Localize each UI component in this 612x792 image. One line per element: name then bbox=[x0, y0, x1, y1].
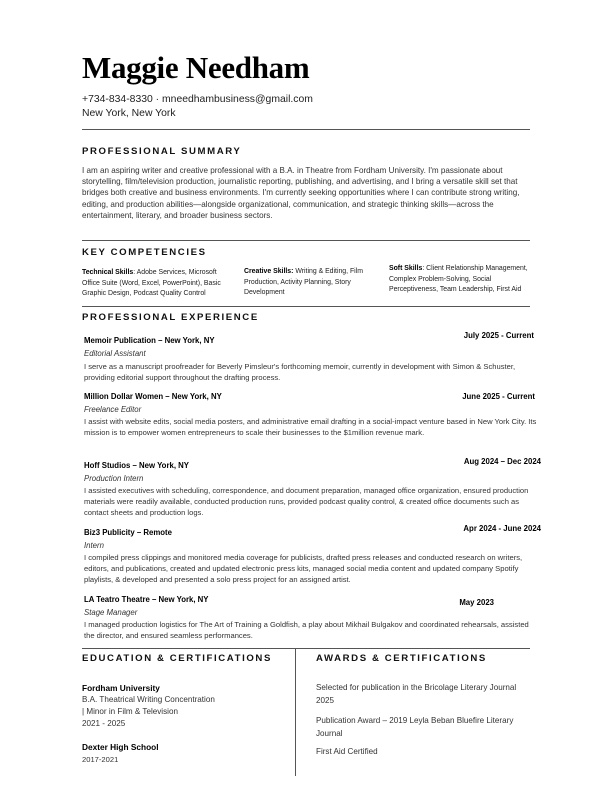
award-item: Publication Award – 2019 Leyla Beban Bluefire Literary Journal bbox=[316, 716, 514, 738]
competencies-heading: KEY COMPETENCIES bbox=[82, 247, 207, 258]
competency-creative bbox=[244, 267, 382, 299]
school-years: 2021 - 2025 bbox=[82, 719, 126, 728]
awards-heading: AWARDS & CERTIFICATIONS bbox=[316, 653, 487, 664]
job-role: Freelance Editor bbox=[84, 405, 142, 414]
job-org: Memoir Publication – New York, NY bbox=[84, 336, 215, 345]
resume-name: Maggie Needham bbox=[82, 50, 310, 85]
location: New York, New York bbox=[82, 108, 176, 119]
divider bbox=[82, 129, 530, 130]
job-org: LA Teatro Theatre – New York, NY bbox=[84, 595, 209, 604]
school-name: Fordham University bbox=[82, 683, 160, 693]
minor: | Minor in Film & Television bbox=[82, 707, 178, 716]
summary-heading: PROFESSIONAL SUMMARY bbox=[82, 146, 242, 157]
competency-label: Soft Skills bbox=[389, 265, 423, 272]
experience-heading: PROFESSIONAL EXPERIENCE bbox=[82, 312, 259, 323]
job-description: I assist with website edits, social media posters, and administrative email drafting in a social-impact venture based in New York City. Its mission is to empower women entrepreneurs to scale their businesses to the $1million revenue mark. bbox=[84, 417, 537, 438]
job-role: Production Intern bbox=[84, 474, 144, 483]
competency-soft bbox=[389, 264, 539, 296]
competency-text: : Adobe Services, Microsoft Office Suite (Word, Excel, PowerPoint), Basic Graphic Design, Podcast Quality Control bbox=[82, 269, 221, 298]
school-name: Dexter High School bbox=[82, 742, 159, 752]
job-description: I assisted executives with scheduling, correspondence, and document preparation, managed office organization, ensured production materials were readily available, conducted production runs, provided podcast quality control, & created office documents such as contact sheets and production logs. bbox=[84, 486, 529, 518]
competency-text: : Client Relationship Management, Complex Problem-Solving, Social Perceptiveness, Team Leadership, First Aid bbox=[389, 265, 528, 294]
education-heading: EDUCATION & CERTIFICATIONS bbox=[82, 653, 272, 664]
degree: B.A. Theatrical Writing Concentration bbox=[82, 695, 215, 704]
job-date: June 2025 - Current bbox=[462, 392, 535, 401]
job-description: I serve as a manuscript proofreader for Beverly Pimsleur's forthcoming memoir, currently in development with Simon & Schuster, providing editorial support throughout the drafting process. bbox=[84, 362, 516, 383]
award-item: Selected for publication in the Bricolage Literary Journal 2025 bbox=[316, 683, 517, 705]
column-divider bbox=[295, 648, 296, 776]
job-date: Apr 2024 - June 2024 bbox=[463, 524, 541, 533]
job-role: Editorial Assistant bbox=[84, 349, 146, 358]
job-role: Stage Manager bbox=[84, 608, 138, 617]
award-item: First Aid Certified bbox=[316, 747, 378, 756]
school-years: 2017-2021 bbox=[82, 755, 119, 764]
contact-line: +734-834-8330 · mneedhambusiness@gmail.com bbox=[82, 94, 313, 105]
summary-text: I am an aspiring writer and creative professional with a B.A. in Theatre from Fordham University. I'm passionate about storytelling, film/television production, journalistic reporting, publishing, and advertising, and I bring a versatile skill set that bridges both creative and business environments. I'm currently seeking opportunities where I can contribute strong writing, editing, and production abilities—alongside organizational, communication, and strategic thinking skills—across the entertainment, literary, and broader business sectors. bbox=[82, 166, 520, 220]
competency-text: Writing & Editing, Film Production, Activity Planning, Story Development bbox=[244, 268, 363, 297]
job-role: Intern bbox=[84, 541, 104, 550]
divider bbox=[82, 240, 530, 241]
job-date: May 2023 bbox=[459, 598, 494, 607]
divider bbox=[82, 648, 530, 649]
job-description: I managed production logistics for The Art of Training a Goldfish, a play about Mikhail Bulgakov and coordinated rehearsals, assisted the director, and ensured seamless performances. bbox=[84, 620, 529, 641]
competency-technical bbox=[82, 268, 234, 300]
job-org: Million Dollar Women – New York, NY bbox=[84, 392, 222, 401]
job-org: Biz3 Publicity – Remote bbox=[84, 528, 172, 537]
job-org: Hoff Studios – New York, NY bbox=[84, 461, 189, 470]
divider bbox=[82, 306, 530, 307]
competency-label: Technical Skills bbox=[82, 269, 134, 276]
competency-label: Creative Skills: bbox=[244, 268, 294, 275]
job-date: July 2025 - Current bbox=[463, 331, 534, 340]
job-description: I compiled press clippings and monitored media coverage for publicists, drafted press releases and conducted research on writers, editors, and publications, created and updated electronic press kits, managed social media content and updated company Spotify playlists, & developed and presented a solo press project for an assigned artist. bbox=[84, 553, 523, 585]
job-date: Aug 2024 – Dec 2024 bbox=[463, 457, 541, 466]
